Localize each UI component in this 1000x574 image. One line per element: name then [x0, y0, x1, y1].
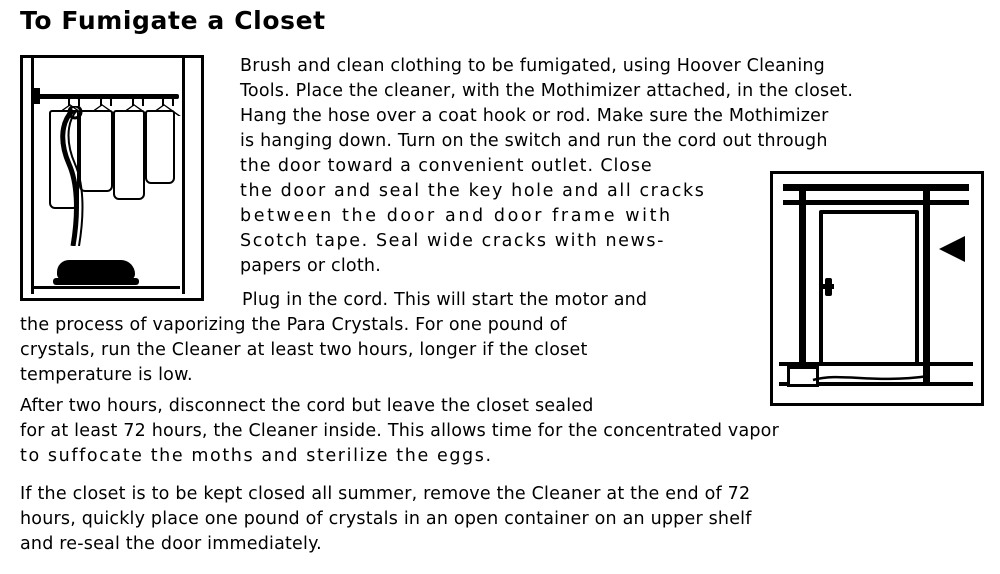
text-line: between the door and door frame with [240, 206, 673, 226]
power-cord-icon [811, 370, 931, 384]
door-jamb-left [799, 184, 806, 384]
paragraph-3 [20, 394, 988, 469]
closet-with-cleaner-illustration [20, 55, 204, 301]
cleaner-shell [57, 260, 135, 280]
text-line: papers or cloth. [240, 256, 381, 276]
text-line: Scotch tape. Seal wide cracks with news- [240, 231, 666, 251]
text-line: and re-seal the door immediately. [20, 534, 322, 554]
text-line: Brush and clean clothing to be fumigated, using Hoover Cleaning [240, 56, 825, 76]
text-line: Tools. Place the cleaner, with the Mothimizer attached, in the closet. [240, 81, 854, 101]
text-line: to suffocate the moths and sterilize the eggs. [20, 446, 493, 466]
arrow-icon [933, 232, 967, 266]
door-header-rail [783, 184, 969, 191]
text-line: the door and seal the key hole and all cracks [240, 181, 706, 201]
vacuum-hose-icon [53, 106, 143, 246]
door-panel [819, 210, 919, 366]
door-keyhole-icon [823, 284, 834, 289]
garment [145, 110, 175, 184]
text-line: After two hours, disconnect the cord but leave the closet sealed [20, 396, 594, 416]
text-line: is hanging down. Turn on the switch and run the cord out through [240, 131, 828, 151]
text-line: temperature is low. [20, 365, 193, 385]
closet-rod-bracket [34, 88, 40, 104]
sealed-door-with-cord-illustration [770, 171, 984, 406]
text-line: Plug in the cord. This will start the motor and [242, 290, 648, 310]
paragraph-4 [20, 482, 988, 557]
text-line: for at least 72 hours, the Cleaner inside. This allows time for the concentrated vapor [20, 421, 779, 441]
text-line: Hang the hose over a coat hook or rod. Make sure the Mothimizer [240, 106, 829, 126]
cleaner-body [53, 254, 139, 284]
cleaner-base [53, 278, 139, 285]
door-header-rail-secondary [783, 200, 969, 205]
page-title: To Fumigate a Closet [20, 6, 326, 35]
text-line: the door toward a convenient outlet. Close [240, 156, 653, 176]
paragraph-2 [20, 288, 740, 388]
text-line: hours, quickly place one pound of crystals in an open container on an upper shelf [20, 509, 752, 529]
text-line: If the closet is to be kept closed all summer, remove the Cleaner at the end of 72 [20, 484, 751, 504]
text-line: the process of vaporizing the Para Crystals. For one pound of [20, 315, 567, 335]
door-jamb-right [923, 184, 930, 384]
text-line: crystals, run the Cleaner at least two hours, longer if the closet [20, 340, 588, 360]
